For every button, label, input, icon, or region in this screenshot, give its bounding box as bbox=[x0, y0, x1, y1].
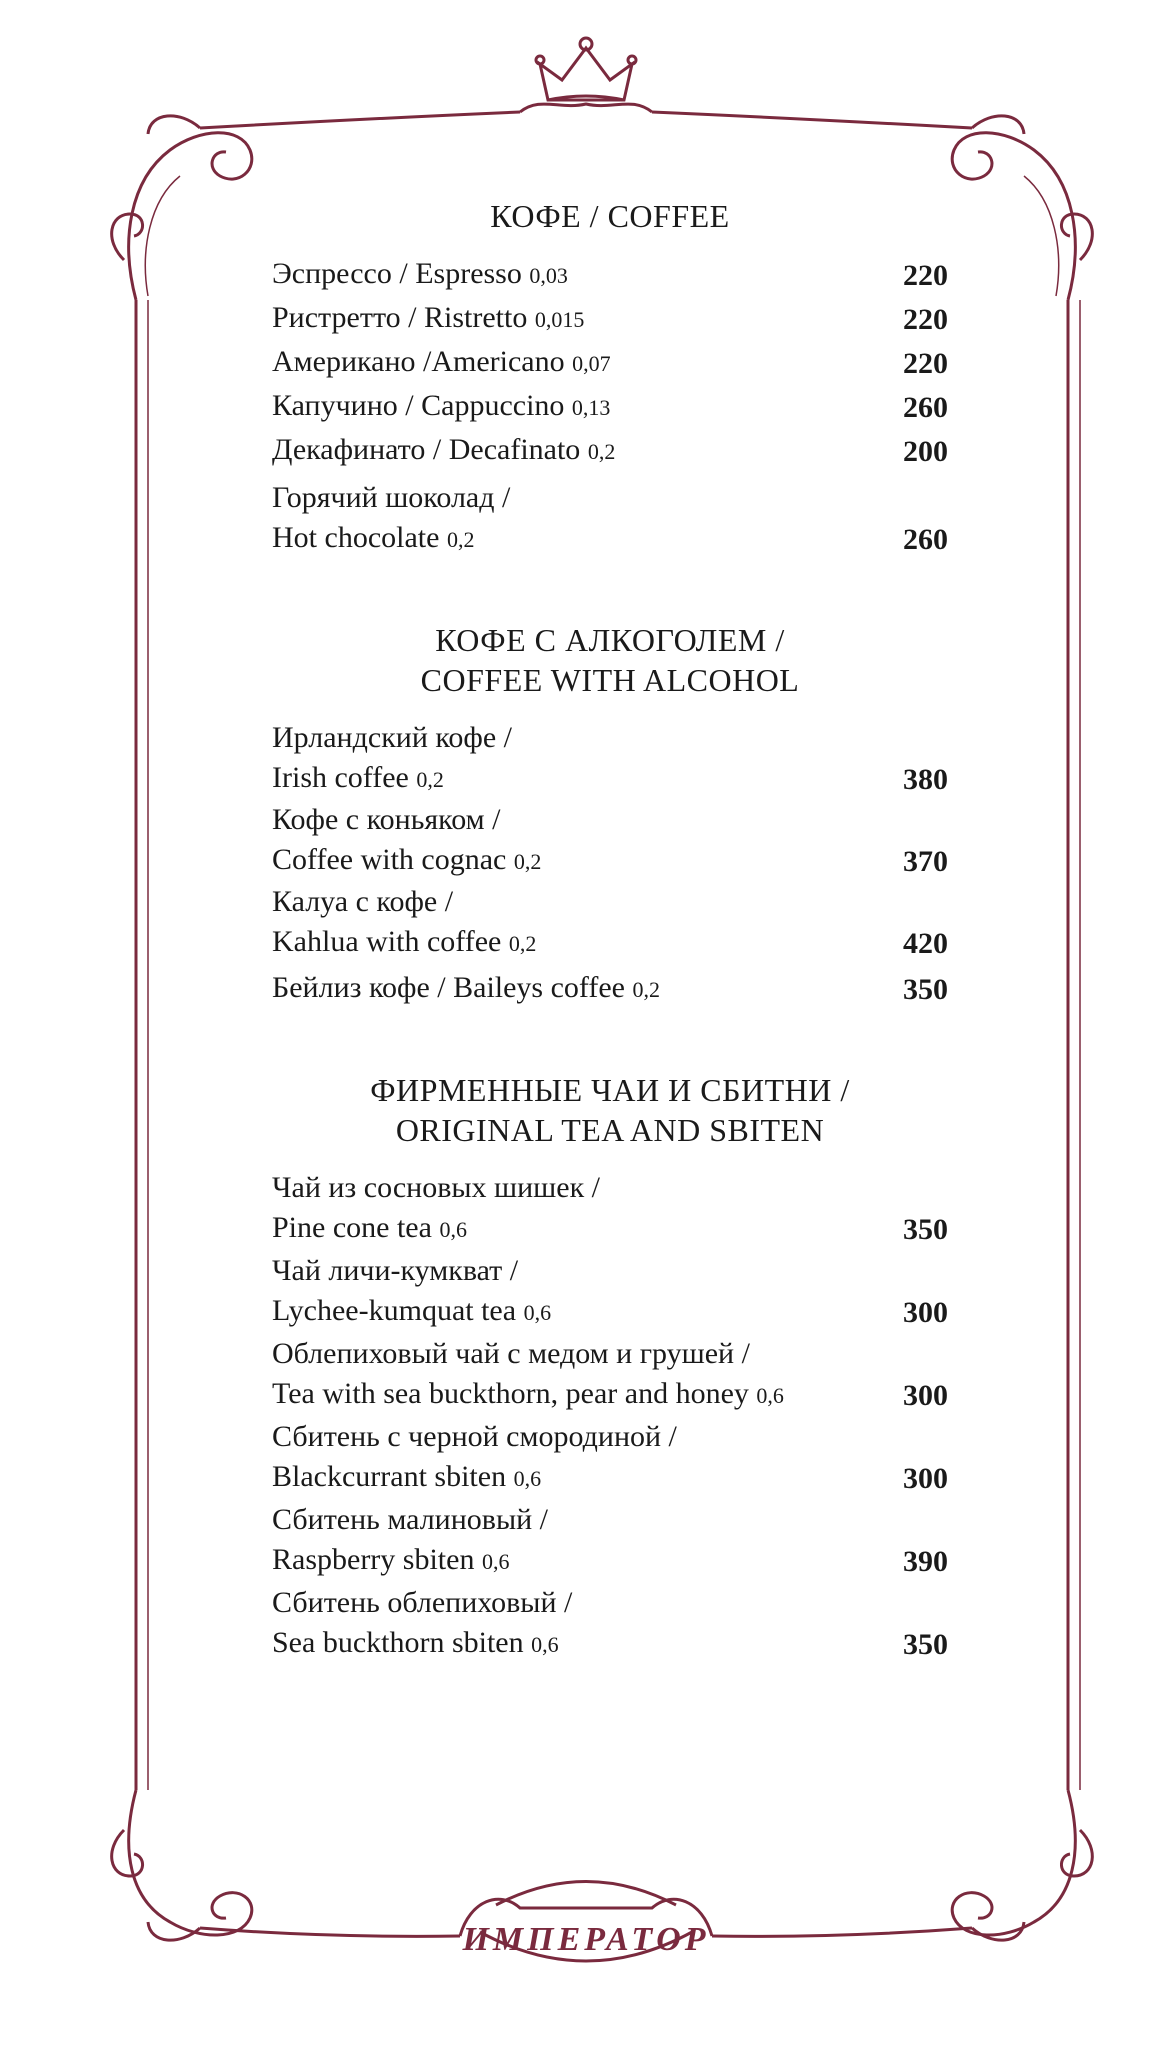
item-price: 380 bbox=[903, 763, 948, 796]
item-name: Coffee with cognac bbox=[272, 843, 507, 876]
item-name: Lychee-kumquat tea bbox=[272, 1294, 517, 1327]
menu-item bbox=[272, 800, 948, 882]
item-name-ru: Чай личи-кумкват / bbox=[272, 1254, 519, 1287]
item-price: 200 bbox=[903, 435, 948, 468]
item-price: 420 bbox=[903, 927, 948, 960]
item-price: 350 bbox=[903, 1628, 948, 1661]
item-name: Kahlua with coffee bbox=[272, 925, 502, 958]
item-price: 300 bbox=[903, 1296, 948, 1329]
item-volume: 0,6 bbox=[481, 1549, 510, 1574]
item-volume: 0,13 bbox=[571, 395, 611, 420]
item-name: Ристретто / Ristretto bbox=[272, 301, 528, 334]
item-price: 220 bbox=[903, 303, 948, 336]
item-volume: 0,2 bbox=[446, 527, 475, 552]
item-name: Blackcurrant sbiten bbox=[272, 1460, 507, 1493]
item-name-ru: Облепиховый чай с медом и грушей / bbox=[272, 1337, 750, 1370]
menu-item bbox=[272, 1334, 948, 1416]
item-name: Sea buckthorn sbiten bbox=[272, 1626, 524, 1659]
brand-logo: ИМПЕРАТОР bbox=[462, 1921, 710, 1958]
item-price: 220 bbox=[903, 259, 948, 292]
item-price: 370 bbox=[903, 845, 948, 878]
section-title-coffee-alcohol bbox=[272, 620, 948, 700]
item-name: Декафинато / Decafinato bbox=[272, 433, 581, 466]
item-price: 220 bbox=[903, 347, 948, 380]
menu-item bbox=[272, 1500, 948, 1582]
item-volume: 0,6 bbox=[523, 1300, 552, 1325]
item-name: Hot chocolate bbox=[272, 521, 440, 554]
item-name: Tea with sea buckthorn, pear and honey bbox=[272, 1377, 749, 1410]
item-name: Irish coffee bbox=[272, 761, 409, 794]
menu-item bbox=[272, 1417, 948, 1499]
menu-item bbox=[272, 882, 948, 964]
item-volume: 0,6 bbox=[439, 1217, 467, 1242]
menu-item bbox=[272, 386, 948, 428]
section-title-line: COFFEE WITH ALCOHOL bbox=[420, 662, 800, 698]
item-volume: 0,2 bbox=[632, 977, 660, 1002]
menu-item bbox=[272, 430, 948, 472]
item-name-ru: Горячий шоколад / bbox=[272, 481, 511, 514]
item-price: 300 bbox=[903, 1462, 948, 1495]
item-name-ru: Сбитень с черной смородиной / bbox=[272, 1420, 677, 1453]
menu-item bbox=[272, 478, 948, 560]
menu-item bbox=[272, 1583, 948, 1665]
menu-item bbox=[272, 968, 948, 1010]
item-volume: 0,07 bbox=[572, 351, 611, 376]
item-volume: 0,015 bbox=[534, 307, 585, 332]
item-price: 390 bbox=[903, 1545, 948, 1578]
section-title-line: ФИРМЕННЫЕ ЧАИ И СБИТНИ / bbox=[370, 1072, 850, 1108]
item-name: Американо /Americano bbox=[272, 345, 565, 378]
menu-item bbox=[272, 1168, 948, 1250]
item-price: 300 bbox=[903, 1379, 948, 1412]
item-price: 260 bbox=[903, 523, 948, 556]
menu-item bbox=[272, 254, 948, 296]
item-volume: 0,03 bbox=[529, 263, 568, 288]
item-name: Pine cone tea bbox=[272, 1211, 432, 1244]
item-price: 350 bbox=[903, 1213, 948, 1246]
item-volume: 0,2 bbox=[416, 767, 444, 792]
section-title-line: КОФЕ С АЛКОГОЛЕМ / bbox=[435, 622, 785, 658]
item-name-ru: Ирландский кофе / bbox=[272, 721, 513, 754]
item-price: 260 bbox=[903, 391, 948, 424]
item-volume: 0,6 bbox=[756, 1383, 784, 1408]
item-volume: 0,6 bbox=[531, 1632, 559, 1657]
menu-item bbox=[272, 342, 948, 384]
menu-item bbox=[272, 1251, 948, 1333]
item-name: Эспрессо / Espresso bbox=[272, 257, 522, 290]
item-name-ru: Чай из сосновых шишек / bbox=[272, 1171, 601, 1204]
menu-item bbox=[272, 718, 948, 800]
item-name: Raspberry sbiten bbox=[272, 1543, 475, 1576]
item-volume: 0,2 bbox=[587, 439, 616, 464]
item-volume: 0,2 bbox=[513, 849, 542, 874]
item-name-ru: Кофе с коньяком / bbox=[272, 803, 501, 836]
section-title-line: КОФЕ / COFFEE bbox=[490, 198, 730, 234]
item-name-ru: Калуа с кофе / bbox=[272, 885, 454, 918]
section-title-coffee bbox=[272, 196, 948, 236]
item-name: Капучино / Cappuccino bbox=[272, 389, 565, 422]
item-volume: 0,6 bbox=[513, 1466, 542, 1491]
menu-item bbox=[272, 298, 948, 340]
section-title-line: ORIGINAL TEA AND SBITEN bbox=[395, 1112, 825, 1148]
item-volume: 0,2 bbox=[508, 931, 537, 956]
item-name: Бейлиз кофе / Baileys coffee bbox=[272, 971, 625, 1004]
section-title-tea-sbiten bbox=[272, 1070, 948, 1150]
item-price: 350 bbox=[903, 973, 948, 1006]
item-name-ru: Сбитень облепиховый / bbox=[272, 1586, 573, 1619]
item-name-ru: Сбитень малиновый / bbox=[272, 1503, 549, 1536]
